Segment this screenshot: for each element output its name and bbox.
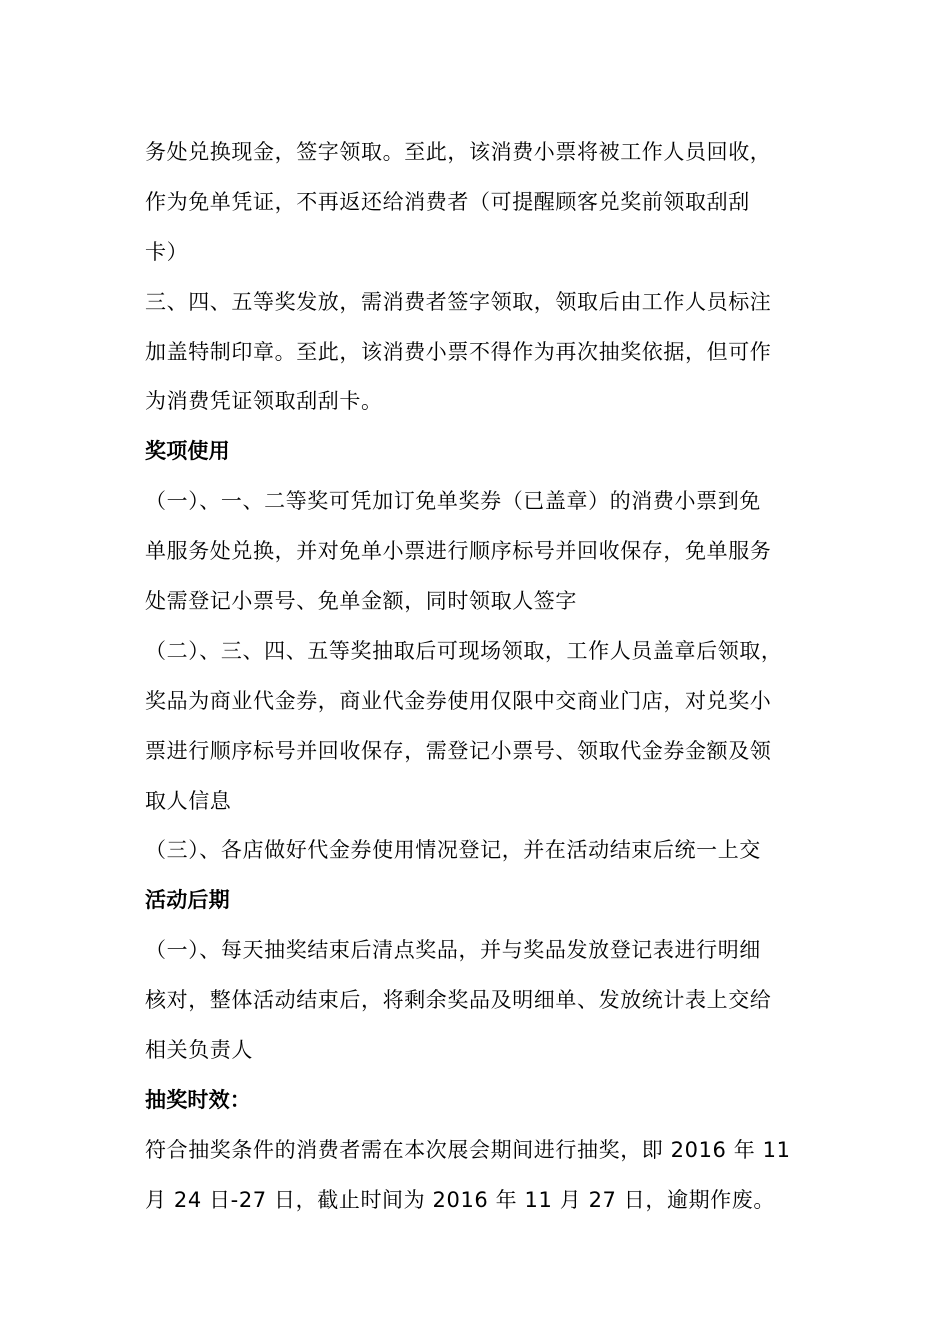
body-line: 符合抽奖条件的消费者需在本次展会期间进行抽奖，即 2016 年 11: [145, 1137, 791, 1162]
body-line: 作为免单凭证，不再返还给消费者（可提醒顾客兑奖前领取刮刮: [145, 189, 750, 214]
section-heading-post-event: 活动后期: [145, 888, 230, 913]
section-heading-lottery-validity: 抽奖时效：: [145, 1087, 251, 1112]
body-line: （一）、一、二等奖可凭加订免单奖券（已盖章）的消费小票到免: [145, 489, 761, 514]
body-line: 三、四、五等奖发放，需消费者签字领取，领取后由工作人员标注: [145, 289, 772, 314]
body-line: 相关负责人: [145, 1038, 253, 1063]
body-line: （三）、各店做好代金券使用情况登记，并在活动结束后统一上交: [145, 838, 761, 863]
body-line: （一）、每天抽奖结束后清点奖品，并与奖品发放登记表进行明细: [145, 938, 761, 963]
body-line: 加盖特制印章。至此，该消费小票不得作为再次抽奖依据，但可作: [145, 339, 772, 364]
body-line: 票进行顺序标号并回收保存，需登记小票号、领取代金券金额及领: [145, 738, 772, 763]
body-line: 处需登记小票号、免单金额，同时领取人签字: [145, 589, 577, 614]
body-line: 务处兑换现金，签字领取。至此，该消费小票将被工作人员回收，: [145, 140, 772, 164]
body-line: 为消费凭证领取刮刮卡。: [145, 389, 383, 414]
document-body: [145, 128, 815, 1226]
body-line: 取人信息: [145, 788, 232, 813]
body-line: （二）、三、四、五等奖抽取后可现场领取，工作人员盖章后领取，: [145, 638, 783, 663]
body-line: 核对，整体活动结束后，将剩余奖品及明细单、发放统计表上交给: [145, 988, 772, 1013]
body-line: 单服务处兑换，并对免单小票进行顺序标号并回收保存，免单服务: [145, 539, 772, 564]
body-line: 卡）: [145, 239, 189, 264]
body-line: 奖品为商业代金券，商业代金券使用仅限中交商业门店，对兑奖小: [145, 688, 772, 713]
section-heading-prize-usage: 奖项使用: [145, 439, 230, 464]
body-line: 月 24 日-27 日，截止时间为 2016 年 11 月 27 日，逾期作废。: [145, 1187, 775, 1212]
